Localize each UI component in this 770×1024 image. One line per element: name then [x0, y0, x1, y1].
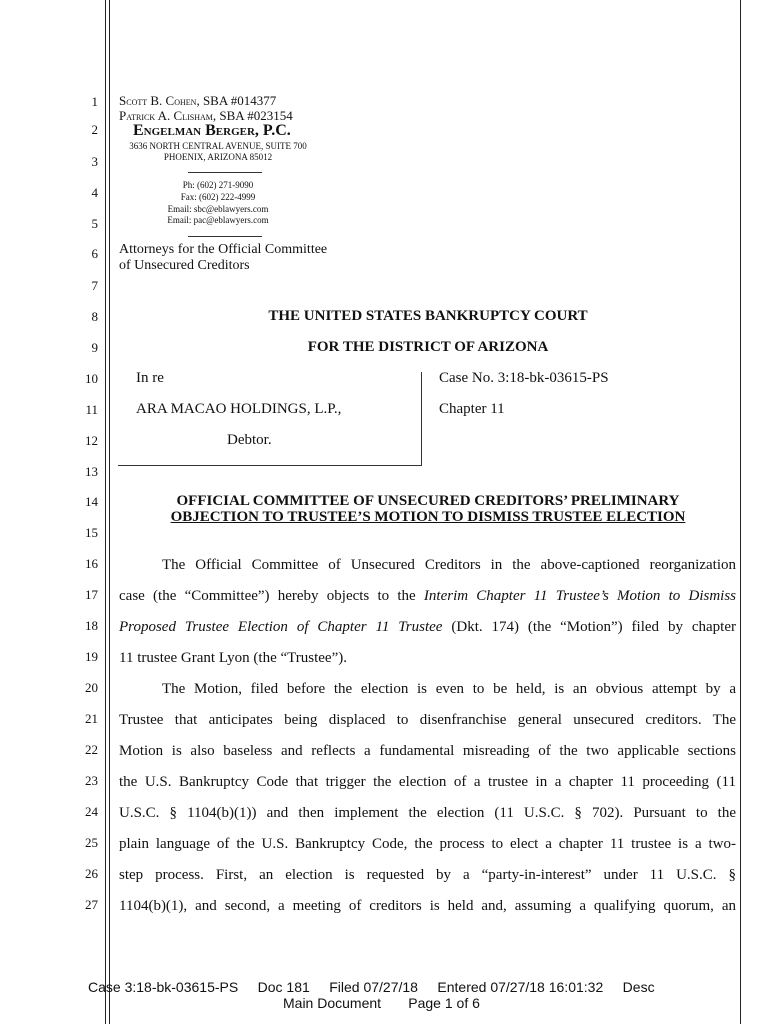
body-line-16: The Official Committee of Unsecured Creditors in the above-captioned reorganization: [162, 557, 736, 573]
line-number: 5: [91, 216, 98, 231]
line-number: 14: [85, 494, 98, 509]
body-line-17: case (the “Committee”) hereby objects to the Interim Chapter 11 Trustee’s Motion to Dismiss: [119, 588, 736, 604]
line-number: 24: [85, 804, 98, 819]
line-number: 3: [91, 154, 98, 169]
line-number: 20: [85, 680, 98, 695]
document-title-line1: OFFICIAL COMMITTEE OF UNSECURED CREDITORS’ PRELIMINARY: [176, 493, 680, 509]
document-title-line2: OBJECTION TO TRUSTEE’S MOTION TO DISMISS TRUSTEE ELECTION: [170, 509, 686, 525]
firm-fax: Fax: (602) 222-4999: [180, 192, 256, 202]
line-number: 22: [85, 742, 98, 757]
line-number: 21: [85, 711, 98, 726]
line-number: 25: [85, 835, 98, 850]
caption-debtor-name: ARA MACAO HOLDINGS, L.P.,: [136, 401, 342, 417]
line-number: 7: [91, 278, 98, 293]
caption-box-bottom-rule: [118, 465, 422, 466]
line-number: 11: [85, 402, 98, 417]
firm-email-1: Email: sbc@eblawyers.com: [167, 204, 269, 214]
header-divider-2: [188, 236, 262, 237]
body-line-20: The Motion, filed before the election is even to be held, is an obvious attempt by a: [162, 681, 736, 697]
body-line-24: U.S.C. § 1104(b)(1)) and then implement the election (11 U.S.C. § 702). Pursuant to the: [119, 805, 736, 821]
attorney-1: Scott B. Cohen, SBA #014377: [119, 93, 277, 108]
line-number: 18: [85, 618, 98, 633]
line-number: 9: [91, 340, 98, 355]
body-line-19: 11 trustee Grant Lyon (the “Trustee”).: [119, 650, 347, 666]
body-line-21: Trustee that anticipates being displaced to disenfranchise general unsecured creditors. The: [119, 712, 736, 728]
line-number: 13: [85, 464, 98, 479]
caption-box-right-rule: [421, 372, 422, 465]
attorneys-for-line2: of Unsecured Creditors: [119, 258, 250, 273]
caption-in-re: In re: [136, 370, 164, 386]
firm-email-2: Email: pac@eblawyers.com: [167, 215, 269, 225]
line-number: 8: [91, 309, 98, 324]
line-number: 27: [85, 897, 98, 912]
body-line-27: 1104(b)(1), and second, a meeting of creditors is held and, assuming a qualifying quorum, an: [119, 898, 736, 914]
firm-address-line2: PHOENIX, ARIZONA 85012: [163, 152, 273, 162]
body-line-23: the U.S. Bankruptcy Code that trigger the election of a trustee in a chapter 11 proceeding (11: [119, 774, 736, 790]
caption-debtor-label: Debtor.: [227, 432, 272, 448]
line-number: 23: [85, 773, 98, 788]
caption-chapter: Chapter 11: [439, 401, 505, 417]
firm-phone: Ph: (602) 271-9090: [182, 180, 254, 190]
attorneys-for-line1: Attorneys for the Official Committee: [119, 242, 328, 257]
line-number: 19: [85, 649, 98, 664]
caption-case-number: Case No. 3:18-bk-03615-PS: [439, 370, 609, 386]
line-number: 26: [85, 866, 98, 881]
firm-address-line1: 3636 NORTH CENTRAL AVENUE, SUITE 700: [129, 141, 307, 151]
line-number: 17: [85, 587, 98, 602]
line-number: 6: [91, 246, 98, 261]
line-number: 15: [85, 525, 98, 540]
line-number: 1: [91, 94, 98, 109]
attorney-2: Patrick A. Clisham, SBA #023154: [119, 108, 293, 123]
law-firm-name: Engelman Berger, P.C.: [133, 122, 291, 139]
ecf-footer-line2: Main Document Page 1 of 6: [283, 995, 480, 1011]
court-name: THE UNITED STATES BANKRUPTCY COURT: [268, 308, 588, 324]
ecf-footer-line1: Case 3:18-bk-03615-PS Doc 181 Filed 07/27/18 Entered 07/27/18 16:01:32 Desc: [88, 979, 655, 995]
line-number: 4: [91, 185, 98, 200]
line-number: 2: [91, 122, 98, 137]
right-margin-rule: [740, 0, 741, 1024]
line-number: 16: [85, 556, 98, 571]
header-divider-1: [188, 172, 262, 173]
body-line-26: step process. First, an election is requested by a “party-in-interest” under 11 U.S.C. §: [119, 867, 736, 883]
court-district: FOR THE DISTRICT OF ARIZONA: [307, 339, 549, 355]
body-line-22: Motion is also baseless and reflects a fundamental misreading of the two applicable sections: [119, 743, 736, 759]
body-line-25: plain language of the U.S. Bankruptcy Code, the process to elect a chapter 11 trustee is a two-: [119, 836, 736, 852]
line-number: 10: [85, 371, 98, 386]
line-number: 12: [85, 433, 98, 448]
body-line-18: Proposed Trustee Election of Chapter 11 Trustee (Dkt. 174) (the “Motion”) filed by chapter: [119, 619, 736, 635]
